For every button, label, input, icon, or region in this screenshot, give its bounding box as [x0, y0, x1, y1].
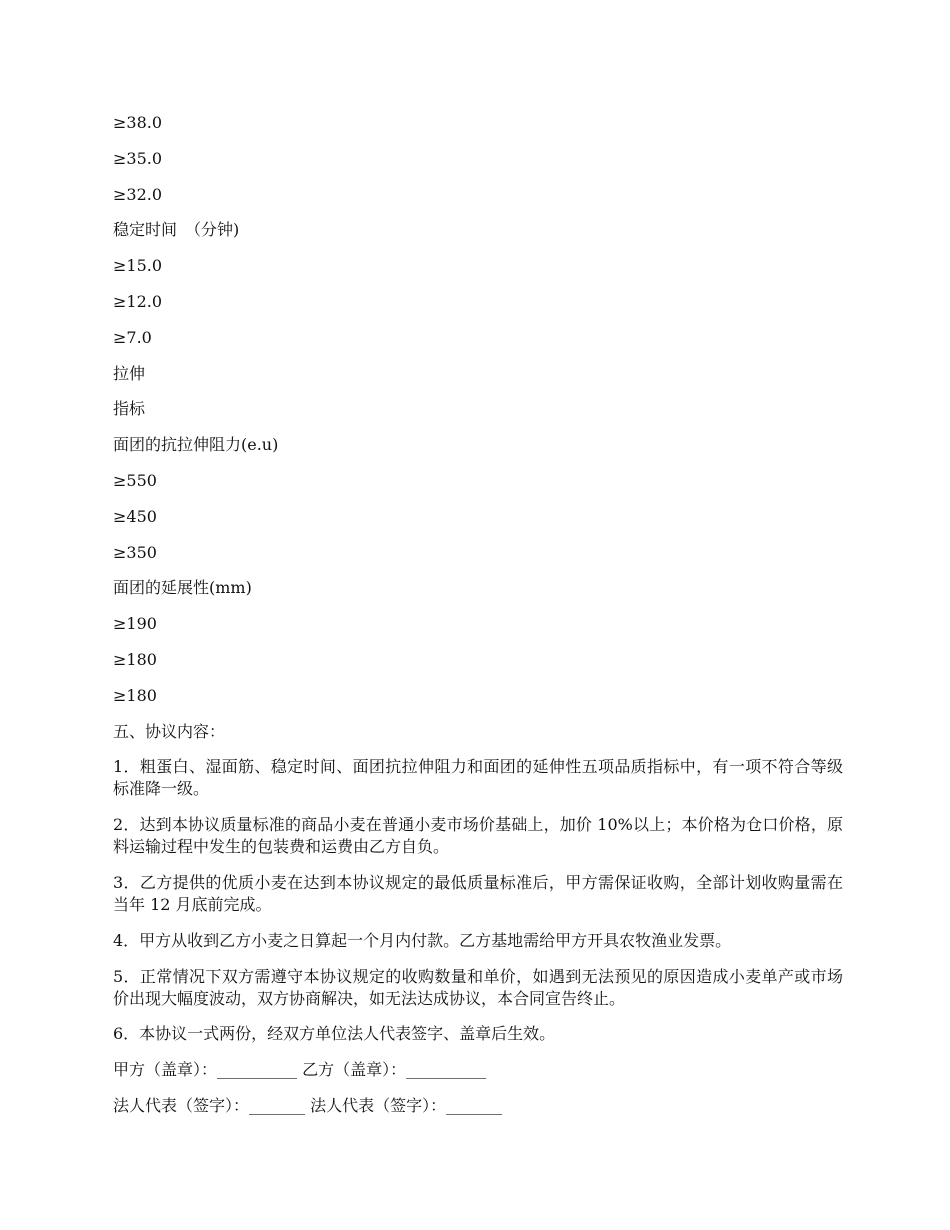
clause: 3．乙方提供的优质小麦在达到本协议规定的最低质量标准后，甲方需保证收购，全部计划收购量需在当年 12 月底前完成。: [113, 872, 843, 914]
value-line: ≥12.0: [113, 291, 163, 311]
quality-values-list: [113, 112, 843, 707]
value-line: ≥35.0: [113, 148, 163, 168]
value-line: ≥15.0: [113, 256, 163, 276]
value-line: ≥550: [113, 470, 157, 490]
clause: 6．本协议一式两份，经双方单位法人代表签字、盖章后生效。: [113, 1024, 556, 1044]
value-line: 指标: [113, 399, 146, 419]
seal-line: 甲方（盖章）：__________ 乙方（盖章）：__________: [113, 1060, 487, 1080]
clause: 5．正常情况下双方需遵守本协议规定的收购数量和单价，如遇到无法预见的原因造成小麦单产或市场价出现大幅度波动，双方协商解决，如无法达成协议，本合同宣告终止。: [113, 966, 843, 1008]
value-line: ≥190: [113, 614, 157, 634]
clause: 2．达到本协议质量标准的商品小麦在普通小麦市场价基础上，加价 10%以上；本价格为仓口价格，原料运输过程中发生的包装费和运费由乙方自负。: [113, 815, 843, 857]
value-line: ≥450: [113, 506, 157, 526]
clause: 1．粗蛋白、湿面筋、稳定时间、面团抗拉伸阻力和面团的延伸性五项品质指标中，有一项不符合等级标准降一级。: [113, 757, 843, 799]
value-line: ≥180: [113, 649, 157, 669]
value-line: ≥32.0: [113, 184, 163, 204]
value-line: ≥7.0: [113, 327, 152, 347]
section-heading: 五、协议内容：: [113, 721, 226, 741]
document-page: [113, 112, 843, 1131]
value-line: 面团的抗拉伸阻力(e.u): [113, 435, 279, 455]
value-line: ≥350: [113, 542, 157, 562]
representative-line: 法人代表（签字）：_______ 法人代表（签字）：_______: [113, 1095, 503, 1115]
agreement-clauses: [113, 756, 843, 1045]
value-line: ≥38.0: [113, 113, 163, 132]
value-line: ≥180: [113, 685, 157, 705]
signature-block: [113, 1059, 843, 1117]
value-line: 面团的延展性(mm): [113, 578, 252, 598]
value-line: 拉伸: [113, 363, 146, 383]
clause: 4．甲方从收到乙方小麦之日算起一个月内付款。乙方基地需给甲方开具农牧渔业发票。: [113, 930, 732, 950]
value-line: 稳定时间 （分钟): [113, 220, 240, 240]
